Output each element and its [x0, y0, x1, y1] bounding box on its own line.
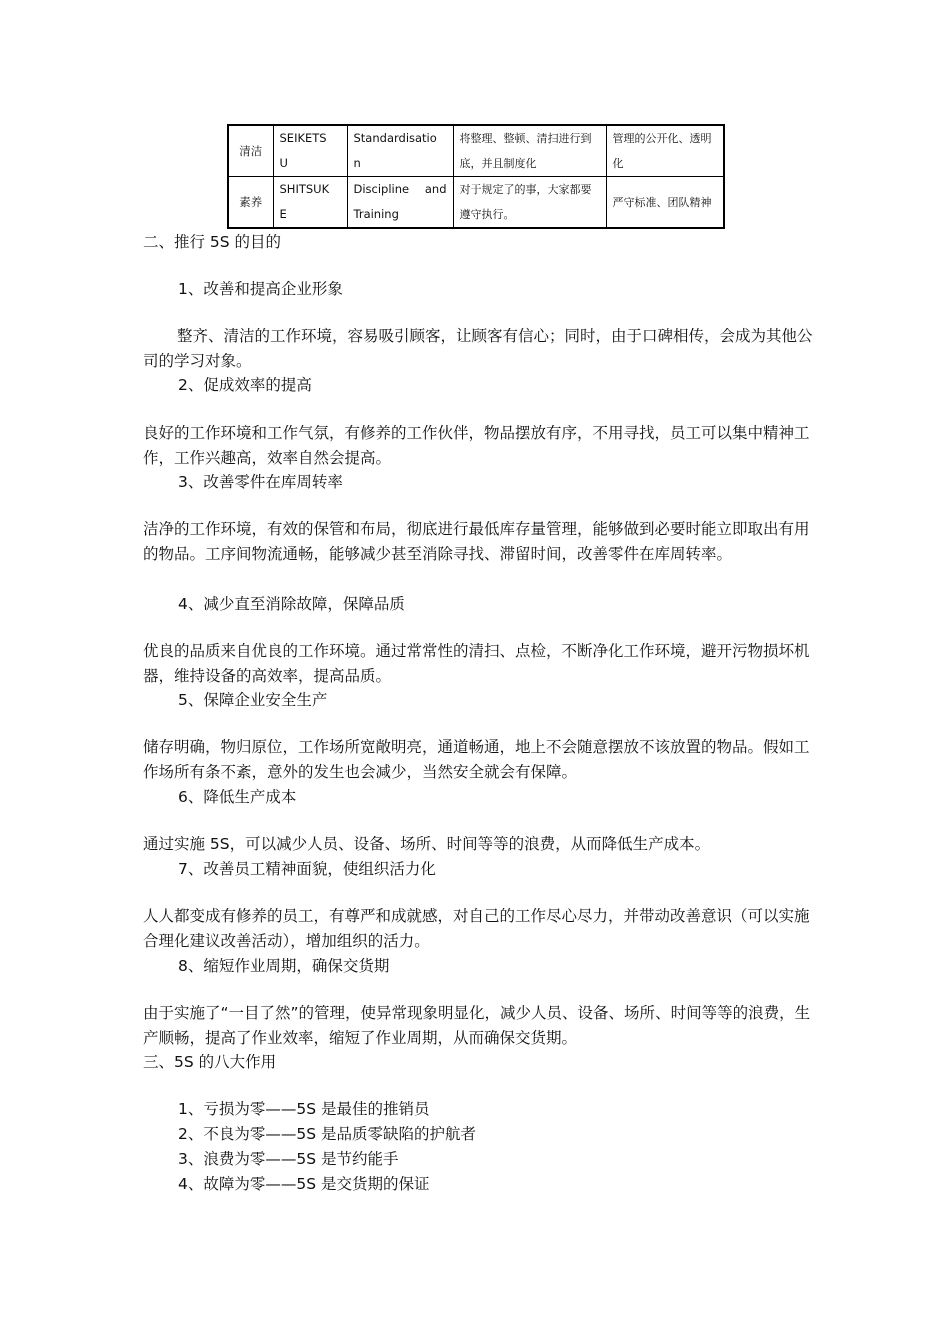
- table-cell-roman-line: E: [279, 207, 287, 221]
- table-cell-name: 清洁: [228, 125, 273, 177]
- list-item: 2、不良为零——5S 是品质零缺陷的护航者: [178, 1125, 476, 1143]
- table-cell-roman-line: SHITSUK: [279, 182, 330, 196]
- table-cell-english-line: n: [353, 156, 361, 170]
- table-cell-english-line: Training: [353, 207, 399, 221]
- table-row: [228, 125, 724, 177]
- section-2-item-body: 优良的品质来自优良的工作环境。通过常常性的清扫、点检，不断净化工作环境，避开污物损坏机器，维持设备的高效率，提高品质。: [143, 642, 810, 685]
- section-3-list: [178, 1097, 476, 1197]
- section-2-item-body: 人人都变成有修养的员工，有尊严和成就感，对自己的工作尽心尽力，并带动改善意识（可以实施合理化建议改善活动），增加组织的活力。: [143, 907, 810, 950]
- section-2-item-body: 洁净的工作环境，有效的保管和布局，彻底进行最低库存量管理，能够做到必要时能立即取出有用的物品。工序间物流通畅，能够减少甚至消除寻找、滞留时间，改善零件在库周转率。: [143, 520, 810, 563]
- table-cell-roman-line: SEIKETS: [279, 131, 327, 145]
- section-2-item-heading: 8、缩短作业周期，确保交货期: [178, 957, 390, 975]
- section-2-item-body: 由于实施了“一目了然”的管理，使异常现象明显化，减少人员、设备、场所、时间等等的浪费，生产顺畅，提高了作业效率，缩短了作业周期，从而确保交货期。: [143, 1004, 811, 1047]
- section-2-item-heading: 5、保障企业安全生产: [178, 691, 328, 709]
- table-cell-english-line: Standardisatio: [353, 131, 437, 145]
- section-2-item-heading: 1、改善和提高企业形象: [178, 280, 343, 298]
- section-2-item-heading: 4、减少直至消除故障，保障品质: [178, 595, 405, 613]
- table-cell-name: 素养: [228, 177, 273, 229]
- table-cell-roman: [273, 177, 347, 229]
- table-cell-definition: 对于规定了的事，大家都要遵守执行。: [453, 177, 606, 229]
- table-cell-roman-line: U: [279, 156, 288, 170]
- table-row: [228, 177, 724, 229]
- table-cell-definition: 将整理、整顿、清扫进行到底，并且制度化: [453, 125, 606, 177]
- table-cell-roman: [273, 125, 347, 177]
- section-2-item-heading: 6、降低生产成本: [178, 788, 297, 806]
- section-2-title: 二、推行 5S 的目的: [143, 233, 282, 251]
- table-cell-english-line: Discipline and: [353, 182, 447, 196]
- section-2-item-heading: 3、改善零件在库周转率: [178, 473, 343, 491]
- section-2-item-body: 良好的工作环境和工作气氛，有修养的工作伙伴，物品摆放有序，不用寻找，员工可以集中精神工作，工作兴趣高，效率自然会提高。: [143, 424, 810, 467]
- list-item: 4、故障为零——5S 是交货期的保证: [178, 1175, 430, 1193]
- section-2-item-body: 储存明确，物归原位，工作场所宽敞明亮，通道畅通，地上不会随意摆放不该放置的物品。假如工作场所有条不紊，意外的发生也会减少，当然安全就会有保障。: [143, 738, 810, 781]
- table-cell-english: [347, 125, 453, 177]
- section-2-item-body: 整齐、清洁的工作环境，容易吸引顾客，让顾客有信心；同时，由于口碑相传，会成为其他公司的学习对象。: [143, 327, 813, 370]
- table-cell-goal: 管理的公开化、透明化: [606, 125, 724, 177]
- table-cell-english: [347, 177, 453, 229]
- 5s-table: [227, 124, 725, 229]
- section-3-title: 三、5S 的八大作用: [143, 1053, 277, 1071]
- section-2-item-heading: 7、改善员工精神面貌，使组织活力化: [178, 860, 436, 878]
- table-cell-goal: 严守标准、团队精神: [606, 177, 724, 229]
- list-item: 3、浪费为零——5S 是节约能手: [178, 1150, 399, 1168]
- list-item: 1、亏损为零——5S 是最佳的推销员: [178, 1100, 430, 1118]
- section-2-item-body: 通过实施 5S，可以减少人员、设备、场所、时间等等的浪费，从而降低生产成本。: [143, 835, 711, 853]
- section-2-item-heading: 2、促成效率的提高: [178, 376, 312, 394]
